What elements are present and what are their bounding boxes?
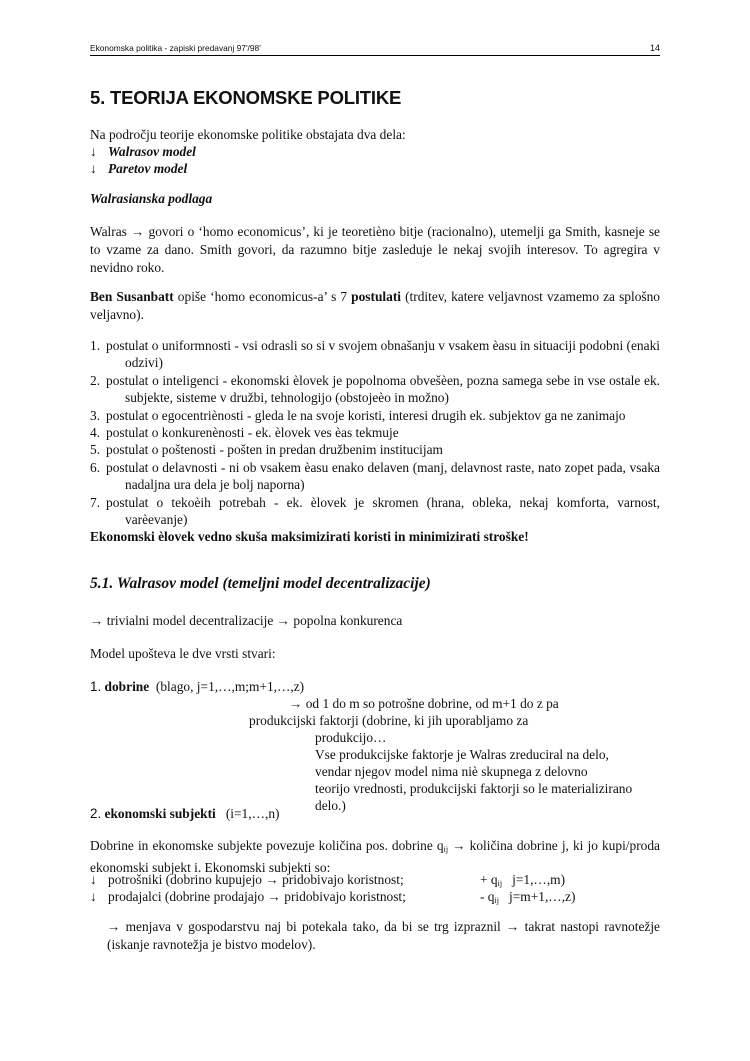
subject-sellers-formula — [480, 889, 575, 909]
subject-text: potrošniki (dobrino kupujejo → pridobivajo koristnost; — [108, 872, 404, 887]
page-number: 14 — [649, 43, 660, 53]
postulates-list — [90, 337, 660, 528]
dobrine-note-line: produkcijski faktorji (dobrine, ki jih uporabljamo za — [249, 713, 529, 728]
model-considers-text: Model upošteva le dve vrsti stvari: — [90, 646, 276, 661]
link-text: Dobrine in ekonomske subjekte povezuje količina pos. dobrine q — [90, 838, 444, 853]
intro-text: Na področju teorije ekonomske politike obstajata dva dela: — [90, 127, 406, 142]
item-dobrine — [90, 679, 304, 695]
subject-consumers — [90, 872, 404, 888]
susanbatt-text: opiše ‘homo economicus-a’ s 7 — [173, 289, 352, 304]
susanbatt-text-end: (trditev, katere veljavnost vzamemo za splošno veljavno). — [90, 289, 660, 322]
formula-sign: - q — [480, 889, 495, 904]
item-number: 1. — [90, 679, 102, 694]
item-number: 7. — [90, 494, 101, 510]
section-title: 5.1. Walrasov model (temeljni model decentralizacije) — [90, 575, 431, 592]
list-item — [90, 372, 660, 407]
item-text: postulat o konkurenènosti - ek. èlovek ves èas tekmuje — [106, 425, 399, 441]
conclusion-text: Ekonomski èlovek vedno skuša maksimizirati koristi in minimizirati stroške! — [90, 529, 529, 544]
item-text: postulat o inteligenci - ekonomski èlovek je popolnoma obvešèen, pozna samega sebe in vse ostale ek. subjekte, sisteme v družbi, tehnologijo (obstojeèo in možno) — [106, 372, 660, 406]
page-header — [90, 38, 660, 56]
dobrine-note-line: vendar njegov model nima niè skupnega z delovno — [315, 764, 588, 779]
list-item — [90, 424, 660, 441]
item-number: 1. — [90, 338, 101, 353]
subscript: ij — [443, 845, 449, 854]
trivial-model-line: → trivialni model decentralizacije → popolna konkurenca — [90, 613, 403, 628]
right-arrow-icon: → — [130, 224, 145, 239]
link-text-end: → količina dobrine j, ki jo kupi/proda ekonomski subjekt i. Ekonomski subjekti so: — [90, 838, 660, 875]
author-name: Ben Susanbatt — [90, 289, 174, 304]
model-item-walras — [90, 144, 196, 160]
down-arrow-icon: ↓ — [90, 161, 97, 176]
walras-paragraph — [90, 223, 660, 277]
model-label: Walrasov model — [108, 144, 196, 159]
dobrine-note-line: Vse produkcijske faktorje je Walras zreduciral na delo, — [315, 747, 609, 762]
subject-text: prodajalci (dobrine prodajajo → pridobivajo koristnost; — [108, 889, 406, 904]
item-params: (i=1,…,n) — [225, 806, 280, 821]
item-number: 2. — [90, 372, 101, 388]
final-paragraph: → menjava v gospodarstvu naj bi potekala tako, da bi se trg izpraznil → takrat nastopi ravnotežje (iskanje ravnotežja je bistvo modelov). — [107, 919, 660, 952]
item-params: (blago, j=1,…,m;m+1,…,z) — [155, 679, 305, 694]
item-number: 5. — [90, 442, 101, 458]
dobrine-note-line: delo.) — [315, 798, 346, 813]
walras-text: govori o ‘homo economicus’, ki je teoretièno bitje (racionalno), utemelji ga Smith, kasneje se to vzame za dano. Smith govori, da razumno bitje zasleduje le nekaj svojih interesov. To agregira v nevidno roko. — [90, 224, 660, 275]
down-arrow-icon: ↓ — [90, 144, 97, 159]
dobrine-note-line: → od 1 do m so potrošne dobrine, od m+1 do z pa — [289, 696, 559, 711]
item-number: 4. — [90, 425, 101, 441]
item-text: postulat o egocentriènosti - gleda le na svoje koristi, interesi drugih ek. subjektov ga ne zanimajo — [106, 407, 626, 423]
item-text: postulat o uniformnosti - vsi odrasli so si v svojem obnašanju v vsakem èasu in situaciji podobni (enaki odzivi) — [106, 338, 660, 371]
list-item — [90, 337, 660, 372]
formula-sign: + q — [480, 872, 498, 887]
item-label: ekonomski subjekti — [104, 806, 216, 821]
susanbatt-paragraph — [90, 288, 660, 324]
link-paragraph — [90, 837, 660, 877]
list-item — [90, 459, 660, 494]
walras-subheading: Walrasianska podlaga — [90, 191, 213, 206]
item-text: postulat o delavnosti - ni ob vsakem èasu enako delaven (manj, delavnost raste, nato zopet pada, vsaka nadaljna ura dela je bolj naporna) — [106, 459, 660, 493]
subscript: ij — [497, 879, 503, 888]
header-title: Ekonomska politika - zapiski predavanj 97'/98' — [90, 43, 261, 53]
item-text: postulat o tekoèih potrebah - ek. èlovek je skromen (hrana, obleka, nekaj komforta, varnost, varèevanje) — [106, 494, 660, 528]
formula-range: j=1,…,m) — [512, 872, 566, 887]
dobrine-note-line: produkcijo… — [315, 730, 387, 745]
item-text: postulat o poštenosti - pošten in predan družbenim institucijam — [106, 442, 443, 458]
list-item — [90, 407, 660, 424]
model-label: Paretov model — [108, 161, 188, 176]
subscript: ij — [494, 896, 499, 905]
down-arrow-icon: ↓ — [90, 872, 97, 887]
model-item-pareto — [90, 161, 187, 177]
list-item — [90, 441, 660, 458]
down-arrow-icon: ↓ — [90, 889, 97, 904]
list-item — [90, 494, 660, 529]
item-label: dobrine — [104, 679, 150, 694]
postulati-keyword: postulati — [351, 289, 402, 304]
chapter-title: 5. TEORIJA EKONOMSKE POLITIKE — [90, 87, 402, 108]
walras-lead: Walras — [90, 224, 127, 239]
subject-sellers — [90, 889, 406, 905]
item-ekonomski-subjekti — [90, 806, 280, 822]
item-number: 6. — [90, 459, 101, 475]
formula-range: j=m+1,…,z) — [509, 889, 576, 904]
item-number: 3. — [90, 407, 101, 423]
item-number: 2. — [90, 806, 102, 821]
dobrine-note-line: teorijo vrednosti, produkcijski faktorji so le materializirano — [315, 781, 633, 796]
